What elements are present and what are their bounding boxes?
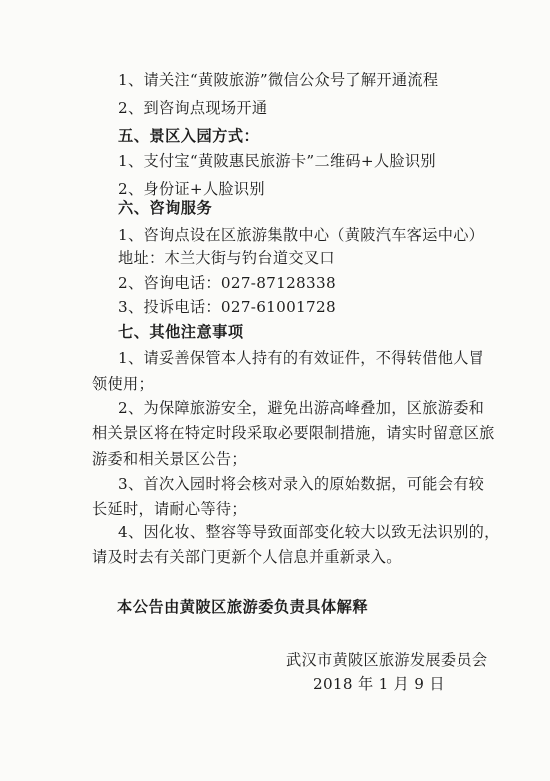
text-line: 请及时去有关部门更新个人信息并重新录入。 xyxy=(92,548,402,566)
text-line: 2、身份证+人脸识别 xyxy=(118,180,265,198)
text-line: 2、为保障旅游安全，避免出游高峰叠加，区旅游委和 xyxy=(118,399,485,417)
text-line: 长延时，请耐心等待； xyxy=(92,500,247,518)
text-line: 3、首次入园时将会核对录入的原始数据，可能会有较 xyxy=(118,475,485,493)
text-line: 4、因化妆、整容等导致面部变化较大以致无法识别的， xyxy=(118,523,500,541)
text-line: 相关景区将在特定时段采取必要限制措施，请实时留意区旅 xyxy=(92,424,495,442)
text-line: 3、投诉电话：027-61001728 xyxy=(118,298,336,316)
text-line: 2、咨询电话：027-87128338 xyxy=(118,274,336,292)
text-line: 1、请妥善保管本人持有的有效证件，不得转借他人冒 xyxy=(118,349,485,367)
section-heading: 七、其他注意事项 xyxy=(118,323,244,341)
text-line: 1、咨询点设在区旅游集散中心（黄陂汽车客运中心） xyxy=(118,226,485,244)
issue-date: 2018 年 1 月 9 日 xyxy=(313,675,445,693)
text-line: 1、支付宝“黄陂惠民旅游卡”二维码+人脸识别 xyxy=(118,152,436,170)
closing-note: 本公告由黄陂区旅游委负责具体解释 xyxy=(117,598,368,616)
text-line: 1、请关注“黄陂旅游”微信公众号了解开通流程 xyxy=(118,71,439,89)
section-heading: 五、景区入园方式： xyxy=(118,127,260,145)
text-line: 领使用； xyxy=(92,375,154,393)
text-line: 游委和相关景区公告； xyxy=(92,450,247,468)
issuer-name: 武汉市黄陂区旅游发展委员会 xyxy=(286,651,488,669)
section-heading: 六、咨询服务 xyxy=(118,199,213,217)
text-line: 地址：木兰大街与钓台道交叉口 xyxy=(118,249,335,267)
text-line: 2、到咨询点现场开通 xyxy=(118,99,268,117)
